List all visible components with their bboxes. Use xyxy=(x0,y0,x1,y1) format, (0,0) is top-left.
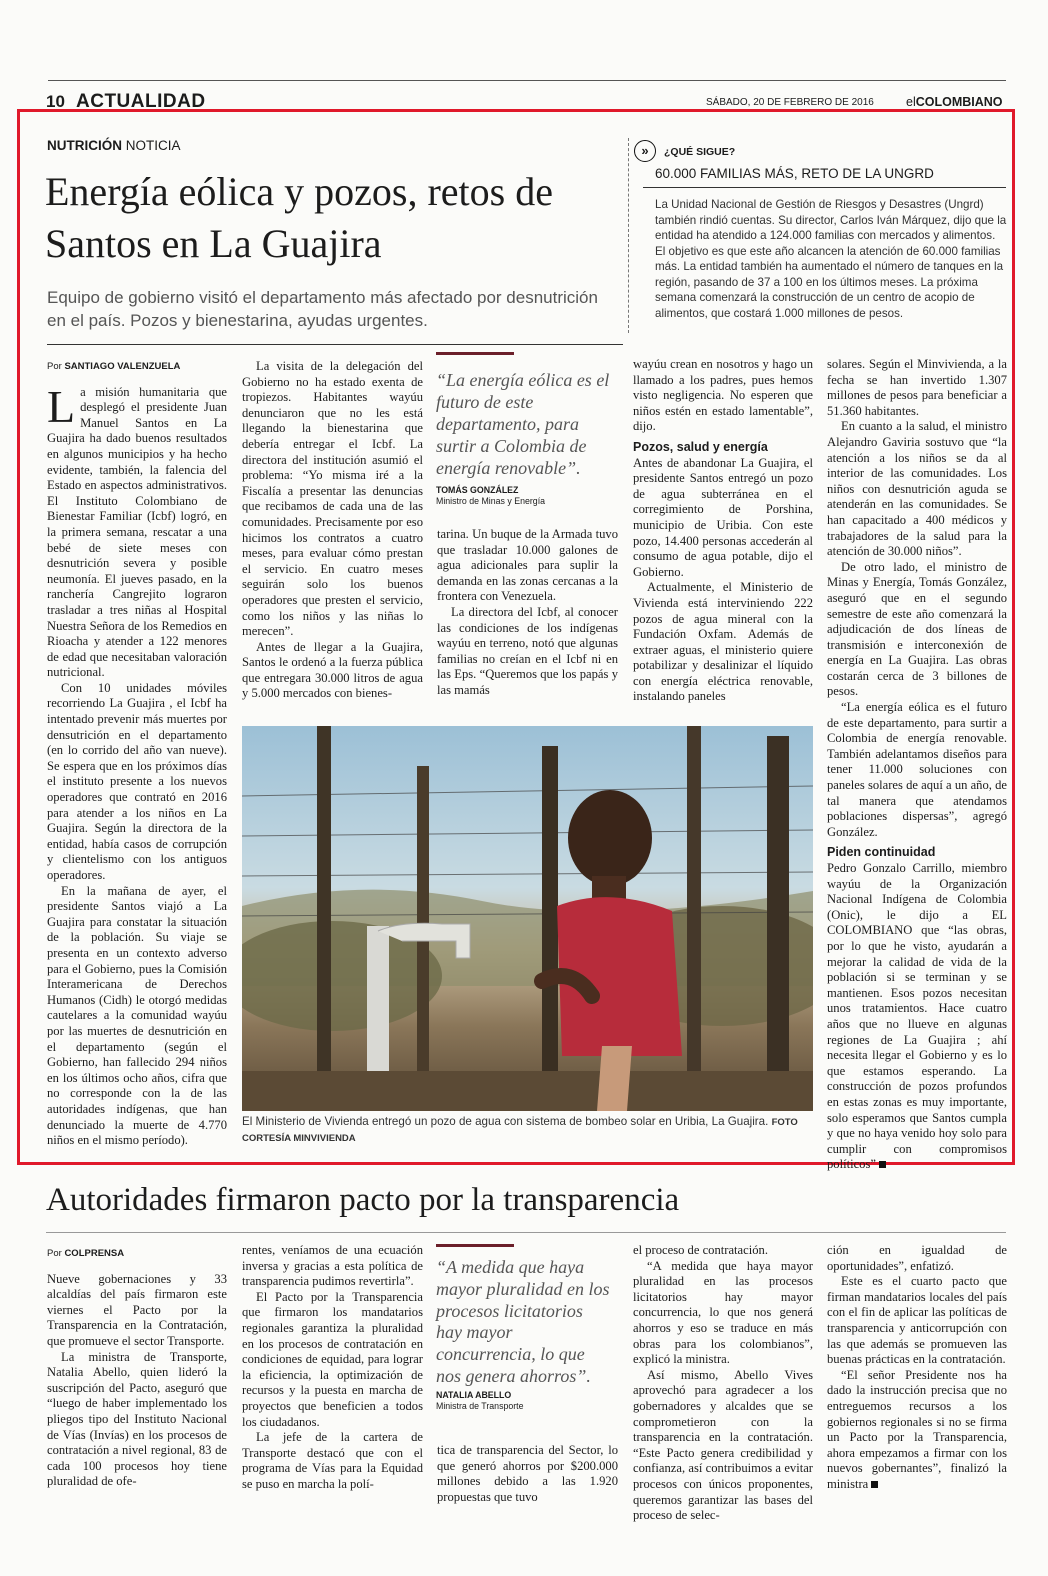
article1-column-2 xyxy=(242,359,423,702)
byline-prefix: Por xyxy=(47,361,62,372)
quote-bar xyxy=(436,1244,514,1247)
article-photo xyxy=(242,726,813,1111)
paragraph: “A medida que haya mayor pluralidad en las procesos licitatorios hay mayor concurrencia, lo que nos generá ahorros y eso se traduce en más obras para los colombianos”, explicó la ministra. xyxy=(633,1258,813,1367)
paragraph: Nueve gobernaciones y 33 alcaldías del país firmaron este viernes el Pacto por la Transparencia en la Contratación, que promueve el sector Transporte. xyxy=(47,1271,227,1348)
paragraph: “La energía eólica es el futuro de este departamento, para surtir a Colombia de energía renovable. También adelantamos diseños para tener 11.000 soluciones con paneles solares de aquí a un año, de tal manera que atendamos poblaciones dispersas”, agregó González. xyxy=(827,700,1007,839)
paragraph: Antes de abandonar La Guajira, el presidente Santos entregó un pozo de agua subterránea en el corregimiento de Porshina, municipio de Uribia. Con este pozo, 14.400 personas accederán al consumo de agua potable, dijo el Gobierno. xyxy=(633,455,813,579)
kicker-type: NOTICIA xyxy=(125,138,181,153)
sidebar-rule xyxy=(643,187,1006,188)
article2-column-1 xyxy=(47,1246,227,1490)
end-mark-icon xyxy=(871,1481,878,1488)
deck-rule xyxy=(47,344,623,345)
article1-column-5 xyxy=(827,357,1007,1173)
article1-column-1 xyxy=(47,359,227,1149)
byline-prefix: Por xyxy=(47,1248,62,1259)
byline xyxy=(47,359,227,375)
photo-caption xyxy=(242,1114,814,1146)
quote-author: TOMÁS GONZÁLEZ xyxy=(436,485,519,495)
quote-bar xyxy=(436,352,514,355)
paragraph: De otro lado, el ministro de Minas y Energía, Tomás González, aseguró que en el segundo semestre de este año comenzará la adjudicación de dos líneas de transmisión e interconexión de energía en La Guajira. Las obras costarán cerca de 3 billones de pesos. xyxy=(827,559,1007,699)
quote-author: NATALIA ABELLO xyxy=(436,1389,512,1400)
paragraph-text: a misión humanitaria que desplegó el presidente Juan Manuel Santos en La Guajira ha dado buenos resultados en algunos municipios y ha hecho evidente, también, la falencia del Estado en aspectos administrativos. El Instituto Colombiano de Bienestar Familiar (Icbf) logró, en la primera semana, rescatar a una bebé de siete meses con desnutrición severa y posible neumonía. El jueves pasado, en la ranchería Cangrejito lograron trasladar a tres niñas al Hospital Nuestra Señora de los Remedios en Rioacha y atender a 122 menores de edad que necesitaban valoración nutricional. xyxy=(47,384,227,680)
paragraph-text: “El señor Presidente nos ha dado la instrucción precisa que no entreguemos recursos a los gobiernos regionales si no se firma un Pacto por la Transparencia, ahora empezamos a firmar con los nuevos gobernantes”, finalizó la ministra xyxy=(827,1367,1007,1491)
masthead-brand xyxy=(906,95,1003,109)
paragraph xyxy=(827,861,1007,1173)
paragraph: el proceso de contratación. xyxy=(633,1243,768,1257)
paragraph: solares. Según el Minvivienda, a la fecha se han invertido 1.307 millones de pesos para beneficiar a 51.360 habitantes. xyxy=(827,357,1007,418)
sidebar-body: La Unidad Nacional de Gestión de Riesgos y Desastres (Ungrd) también rindió cuentas. Su director, Carlos Iván Márquez, dijo que la entidad ha atendido a 124.000 familias con mercados y alimentos. El objetivo es que este año alcancen la atención de 60.000 familias más. La entidad también ha aumentado el número de tanques en la región, pasando de 37 a 100 en los últimos meses. La próxima semana comenzará la construcción de un centro de acopio de alimentos, que costará 1.000 millones de pesos. xyxy=(655,198,1007,320)
brand-prefix: el xyxy=(906,95,916,109)
byline-author: SANTIAGO VALENZUELA xyxy=(64,361,181,372)
paragraph: La ministra de Transporte, Natalia Abello, quien lideró la suscripción del Pacto, aseguró que “luego de haber implementado los pliegos tipo del Instituto Nacional de Vías (Invías) en los procesos de contratación a nivel regional, 83 de cada 100 procesos hoy tiene pluralidad de ofe- xyxy=(47,1349,227,1489)
page-number: 10 xyxy=(46,92,65,111)
photo-credit: FOTO CORTESÍA MINVIVIENDA xyxy=(242,1117,798,1144)
quote-text: “A medida que haya mayor pluralidad en los procesos licitatorios hay mayor concurrencia, lo que nos genera ahorros”. xyxy=(436,1257,610,1386)
headline-2: Autoridades firmaron pacto por la transparencia xyxy=(46,1182,680,1218)
photo-illustration xyxy=(242,726,813,1111)
pull-quote-1 xyxy=(436,352,612,507)
quote-text: “La energía eólica es el futuro de este departamento, para surtir a Colombia de energía renovable”. xyxy=(436,370,610,478)
paragraph: En la mañana de ayer, el presidente Santos viajó a La Guajira para constatar la situación de la población. Su viaje se presenta en un contexto adverso para el Gobierno, pues la Comisión Interamericana de Derechos Humanos (Cidh) le otorgó medidas cautelares a la comunidad wayúu por las muertes de desnutrición en el departamento (según el Gobierno, han fallecido 294 niños en los últimos ocho años, cifra que no corresponde con la de las autoridades indígenas, que han denunciado la muerte de 4.770 niños en el mismo período). xyxy=(47,883,227,1148)
section-name: ACTUALIDAD xyxy=(76,91,206,112)
headline-2-rule xyxy=(46,1232,1006,1233)
article2-column-5 xyxy=(827,1243,1007,1493)
paragraph: Este es el cuarto pacto que firman mandatarios locales del país con el fin de aplicar las políticas de transparencia y anticorrupción con las que además se promueven las buenas prácticas en la contratación. xyxy=(827,1274,1007,1367)
paragraph: Así mismo, Abello Vives aprovechó para agradecer a los gobernadores y alcaldes que se comprometieron con la transparencia en la contratación. “Este Pacto genera credibilidad y confianza, así contribuimos a evitar procesos con únicos proponentes, queremos garantizar las bases del proceso de selec- xyxy=(633,1367,813,1523)
brand-name: COLOMBIANO xyxy=(915,95,1003,109)
sidebar-title: 60.000 FAMILIAS MÁS, RETO DE LA UNGRD xyxy=(655,166,934,181)
paragraph: tica de transparencia del Sector, lo que generó ahorros por $200.000 millones debido a las 1.920 propuestas que tuvo xyxy=(437,1443,618,1504)
top-rule xyxy=(48,80,1006,81)
pull-quote-2 xyxy=(436,1244,612,1412)
kicker xyxy=(47,138,181,153)
drop-cap: L xyxy=(47,380,76,432)
paragraph xyxy=(827,1368,1007,1493)
article2-column-4 xyxy=(633,1243,813,1524)
quote-attribution xyxy=(436,485,612,507)
quote-role: Ministro de Minas y Energía xyxy=(436,496,546,506)
paragraph: En cuanto a la salud, el ministro Alejandro Gaviria sostuvo que “la atención a los niños se da al interior de las comunidades. Los niños con desnutrición aguda se atenderán en las comunidades. Se han capacitado a 400 médicos y trabajadores de la salud para la atención de 30.000 niños”. xyxy=(827,419,1007,559)
quote-attribution xyxy=(436,1390,612,1412)
paragraph: La visita de la delegación del Gobierno no ha estado exenta de tropiezos. Habitantes wayúu denunciaron que no les está llegando la bienestarina que debería entregar el Icbf. La directora del institución asumió el problema: “Yo misma iré a la Fiscalía a presentar las denuncias que recibamos de cada una de las comunidades. Precisamente por eso hicimos los contratos a cuatro meses, para evaluar cómo prestan el servicio. En cuatro meses seguirán solo los buenos operadores que presten el servicio, como los niños y las niñas lo merecen”. xyxy=(242,359,423,639)
sidebar-label: ¿QUÉ SIGUE? xyxy=(664,146,736,158)
paragraph: Antes de llegar a la Guajira, Santos le ordenó a la fuerza pública que entregara 30.000 litros de agua y 5.000 mercados con bienes- xyxy=(242,639,423,701)
subhead: Pozos, salud y energía xyxy=(633,439,768,454)
end-mark-icon xyxy=(879,1161,886,1168)
paragraph: Con 10 unidades móviles recorriendo La Guajira , el Icbf ha intentado prevenir más muertes por densutrición en el departamento (en lo corrido del año van nueve). Se espera que en los próximos días el instituto presente a los nuevos operadores que contrató en 2016 para atender a los niños en La Guajira. Según la directora de la entidad, había casos de corrupción y clientelismo con los antiguos operadores. xyxy=(47,680,227,882)
paragraph: El Pacto por la Transparencia que firmaron los mandatarios regionales garantiza la pluralidad en los procesos de contratación en condiciones de equidad, para lograr la eficiencia, la optimización de recursos y la puesta en marcha de proyectos que beneficien a todos los ciudadanos. xyxy=(242,1289,423,1429)
article2-column-3 xyxy=(437,1443,618,1505)
paragraph: Actualmente, el Ministerio de Vivienda está interviniendo 222 pozos de agua mineral con la Fundación Oxfam. Además de extraer aguas, el ministerio quiere potabilizar y desalinizar el líquido con energía eléctrica renovable, instalando paneles xyxy=(633,580,813,704)
article2-column-2 xyxy=(242,1243,423,1493)
article1-column-4 xyxy=(633,357,813,705)
paragraph: La directora del Icbf, al conocer las condiciones de los indígenas wayúu en terreno, notó que algunas familias no creían en el Icbf ni en las Eps. “Queremos que los papás y las mamás xyxy=(437,604,618,697)
chevron-double-icon: » xyxy=(634,140,656,162)
article1-column-3 xyxy=(437,527,618,699)
paragraph: tarina. Un buque de la Armada tuvo que trasladar 10.000 galones de agua adicionales para suplir la demanda en las zonas cercanas a la frontera con Venezuela. xyxy=(437,527,618,604)
byline-author: COLPRENSA xyxy=(64,1248,125,1259)
paragraph-text: Pedro Gonzalo Carrillo, miembro wayúu de la Organización Nacional Indígena de Colombia (Onic), le dijo a EL COLOMBIANO que “las obras, por lo que he visto, ayudarán a mejorar la calidad de vida de la población si se terminan y se mantienen. Esos pozos necesitan unos tratamientos. Hace cuatro años que no llueve en algunas regiones de La Guajira ; ahí necesita llegar el Gobierno y es lo que estamos esperando. La construcción de pozos profundos en estas zonas es muy importante, solo esperamos que Santos cumpla y que no haya venido hoy solo para cumplir con compromisos políticos” xyxy=(827,861,1007,1172)
paragraph xyxy=(47,380,227,681)
paragraph: rentes, veníamos de una ecuación inversa y gracias a esta política de transparencia pudimos revertirla”. xyxy=(242,1243,423,1289)
byline xyxy=(47,1246,227,1262)
paragraph: wayúu crean en nosotros y hago un llamado a los padres, pues hemos visto negligencia. No esperen que niños estén en estado lamentable”, dijo. xyxy=(633,357,813,434)
paragraph: ción en igualdad de oportunidades”, enfatizó. xyxy=(827,1243,1007,1273)
issue-date: SÁBADO, 20 DE FEBRERO DE 2016 xyxy=(706,97,874,108)
caption-text: El Ministerio de Vivienda entregó un pozo de agua con sistema de bombeo solar en Uribia, La Guajira. xyxy=(242,1115,769,1128)
subhead: Piden continuidad xyxy=(827,845,936,860)
deck: Equipo de gobierno visitó el departamento más afectado por desnutrición en el país. Pozos y bienestarina, ayudas urgentes. xyxy=(47,288,598,330)
quote-role: Ministra de Transporte xyxy=(436,1400,524,1411)
kicker-section: NUTRICIÓN xyxy=(47,138,122,153)
headline-1: Energía eólica y pozos, retos de Santos en La Guajira xyxy=(45,169,553,266)
paragraph: La jefe de la cartera de Transporte destacó que con el programa de Vías para la Equidad se puso en marcha la polí- xyxy=(242,1430,423,1491)
